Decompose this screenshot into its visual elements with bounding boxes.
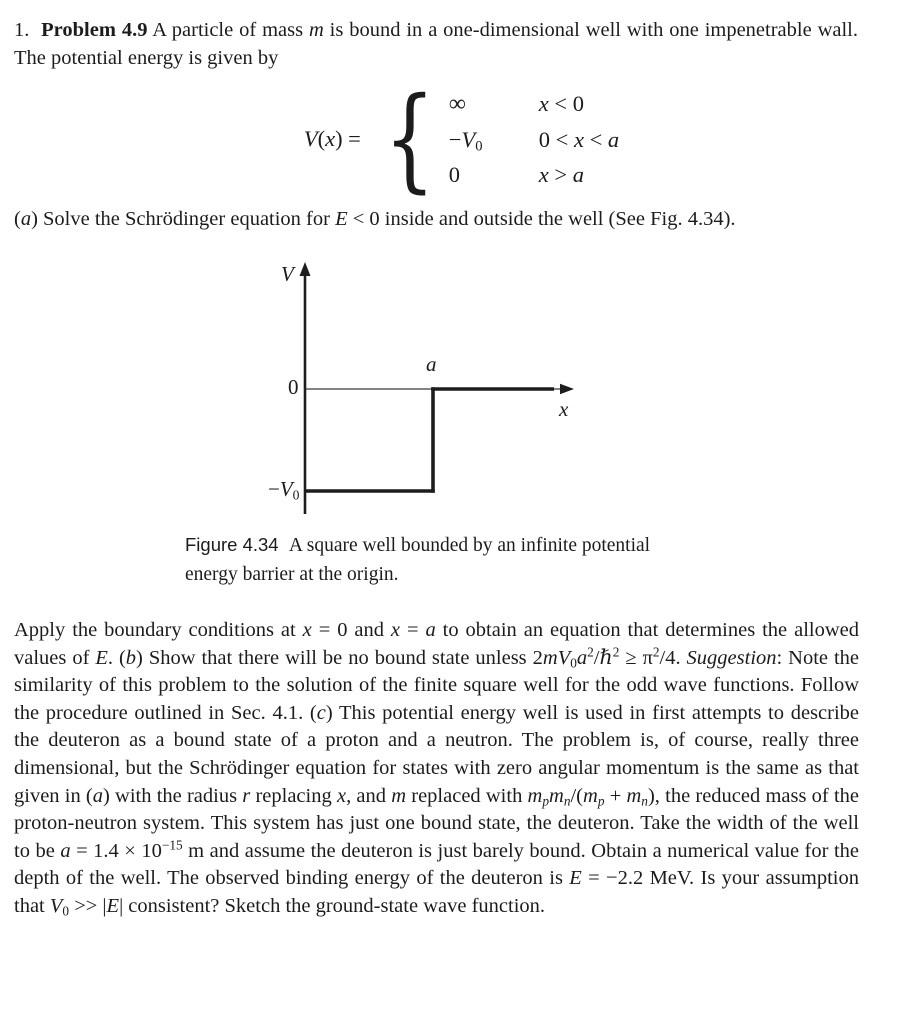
case-value: $-V_0$: [448, 127, 483, 155]
axis-arrowhead-right-icon: [560, 384, 574, 394]
equation-cases: [449, 86, 619, 192]
figure-caption: Figure 4.34 A square well bounded by an infinite potential energy barrier at the origin.: [185, 534, 651, 585]
potential-energy-equation: [0, 73, 923, 204]
x-axis-label: x: [559, 397, 569, 421]
potential-well-diagram: [268, 262, 590, 524]
figure-4-34: [268, 262, 590, 524]
case-value: ∞: [448, 91, 466, 117]
problem-body-paragraph: Apply the boundary conditions at x = 0 and x = a to obtain an equation that determines the allowed values of E. (b) Show that there will be no bound state unless $2mV_0a^2/\hbar^2 \ge \pi^2/4$. Suggestion: Note the similarity of this problem to the solution of the finite square well for the odd wave functions. Follow the procedure outlined in Sec. 4.1. (c) This potential energy well is used in first attempts to describe the deuteron as a bound state of a proton and a neutron. The problem is, of course, really three dimensional, but the Schrödinger equation for states with zero angular momentum is the same as that given in (a) with the radius r replacing x, and m replaced with $m_pm_n/(m_p + m_n)$, the reduced mass of the proton-neutron system. This system has just one bound state, the deuteron. Take the width of the well to be $a = 1.4 \times 10^{-15}$ m and assume the deuteron is just barely bound. Obtain a numerical value for the depth of the well. The observed binding energy of the deuteron is E = −2.2 MeV. Is your assumption that $V_0 >> |E|$ consistent? Sketch the ground-state wave function.: [14, 619, 860, 919]
problem-statement-paragraph: 1. Problem 4.9 A particle of mass m is bound in a one-dimensional well with one impenetrable wall. The potential energy is given by: [14, 19, 858, 69]
case-condition: x < 0: [538, 91, 584, 116]
minus-v0-label: $-V_0$: [268, 477, 300, 503]
case-condition: 0 < x < a: [538, 127, 620, 152]
case-value: 0: [448, 162, 461, 187]
cases-brace: {: [383, 73, 435, 204]
equation-lhs: V(x) =: [303, 126, 367, 151]
axis-arrowhead-up-icon: [300, 262, 311, 276]
a-mark-label: a: [426, 352, 437, 376]
v-axis-label: V: [281, 262, 294, 286]
part-a-paragraph: (a) Solve the Schrödinger equation for E < 0 inside and outside the well (See Fig. 4.34).: [14, 208, 736, 230]
zero-label: 0: [288, 375, 299, 399]
case-condition: x > a: [538, 162, 584, 187]
